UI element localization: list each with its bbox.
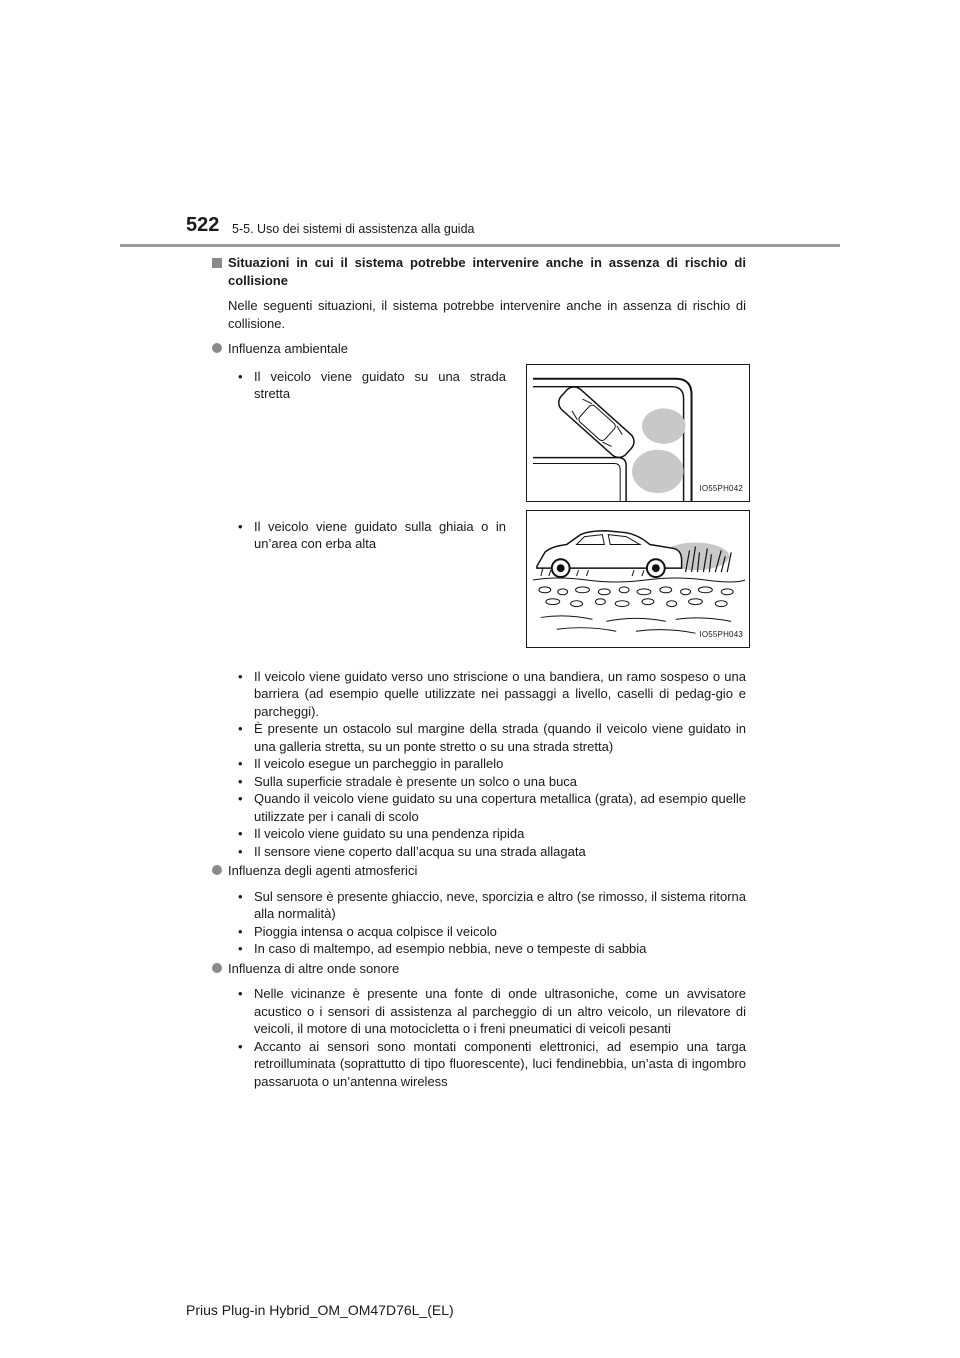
- intro-paragraph: Nelle seguenti situazioni, il sistema potrebbe intervenire anche in assenza di rischio di collisione.: [228, 298, 746, 331]
- list-item: • Pioggia intensa o acqua colpisce il veicolo: [238, 923, 497, 939]
- list-item: • In caso di maltempo, ad esempio nebbia, neve o tempeste di sabbia: [238, 941, 647, 956]
- list-item: • Il veicolo viene guidato verso uno striscione o una bandiera, un ramo sospeso o una barriera (ad esempio quelle utilizzate nei passaggi a livello, caselli di pedag-gio e parcheggi).: [238, 668, 746, 719]
- narrow-road-illustration: [526, 364, 750, 502]
- group-title: Influenza di altre onde sonore: [212, 960, 746, 978]
- group-title: Influenza ambientale: [212, 340, 746, 358]
- document-footer: Prius Plug-in Hybrid_OM_OM47D76L_(EL): [186, 1302, 454, 1318]
- page-content: [212, 254, 746, 1090]
- list-item: • Il veicolo viene guidato su una pendenza ripida: [238, 826, 525, 841]
- bullet-list: [212, 985, 746, 1090]
- list-item: • Nelle vicinanze è presente una fonte di onde ultrasoniche, come un avvisatore acustico o i sensori di assistenza al parcheggio di un altro veicolo, un rilevatore di veicoli, il motore di una motocicletta o i freni pneumatici di veicoli pesanti: [238, 986, 746, 1036]
- group-title: Influenza degli agenti atmosferici: [212, 862, 746, 880]
- gravel-grass-illustration: [526, 510, 750, 648]
- list-item: • Accanto ai sensori sono montati componenti elettronici, ad esempio una targa retroilluminata (soprattutto di tipo fluorescente), luci fendinebbia, un’asta di ingombro passaruota o un’antenna wireless: [238, 1038, 746, 1089]
- list-item: • È presente un ostacolo sul margine della strada (quando il veicolo viene guidato in una galleria stretta, su un ponte stretto o su una strada stretta): [238, 721, 746, 754]
- list-item: • Il veicolo viene guidato su una strada stretta: [238, 368, 506, 401]
- figure-code: IO55PH043: [699, 630, 743, 639]
- bullet-list: [212, 888, 746, 958]
- figure-code: IO55PH042: [699, 484, 743, 493]
- square-bullet-icon: [212, 258, 222, 268]
- page-number: 522: [186, 214, 220, 236]
- circle-bullet-icon: [212, 343, 222, 353]
- figure-row: [212, 362, 746, 512]
- bullet-list: [212, 668, 746, 861]
- list-item: • Il sensore viene coperto dall’acqua su una strada allagata: [238, 843, 586, 859]
- circle-bullet-icon: [212, 865, 222, 875]
- list-item: • Sul sensore è presente ghiaccio, neve, sporcizia e altro (se rimosso, il sistema ritorna alla normalità): [238, 888, 746, 921]
- figure-row: [212, 512, 746, 668]
- circle-bullet-icon: [212, 963, 222, 973]
- list-item: • Quando il veicolo viene guidato su una copertura metallica (grata), ad esempio quelle utilizzate per i canali di scolo: [238, 791, 746, 824]
- list-item: • Il veicolo viene guidato sulla ghiaia o in un’area con erba alta: [238, 518, 506, 551]
- heading-text: Situazioni in cui il sistema potrebbe intervenire anche in assenza di rischio di collisione: [228, 255, 746, 288]
- list-item: • Sulla superficie stradale è presente un solco o una buca: [238, 773, 578, 789]
- list-item: • Il veicolo esegue un parcheggio in parallelo: [238, 756, 504, 771]
- section-title: 5-5. Uso dei sistemi di assistenza alla guida: [232, 222, 475, 236]
- header-rule: [120, 244, 840, 247]
- section-heading: [212, 254, 746, 289]
